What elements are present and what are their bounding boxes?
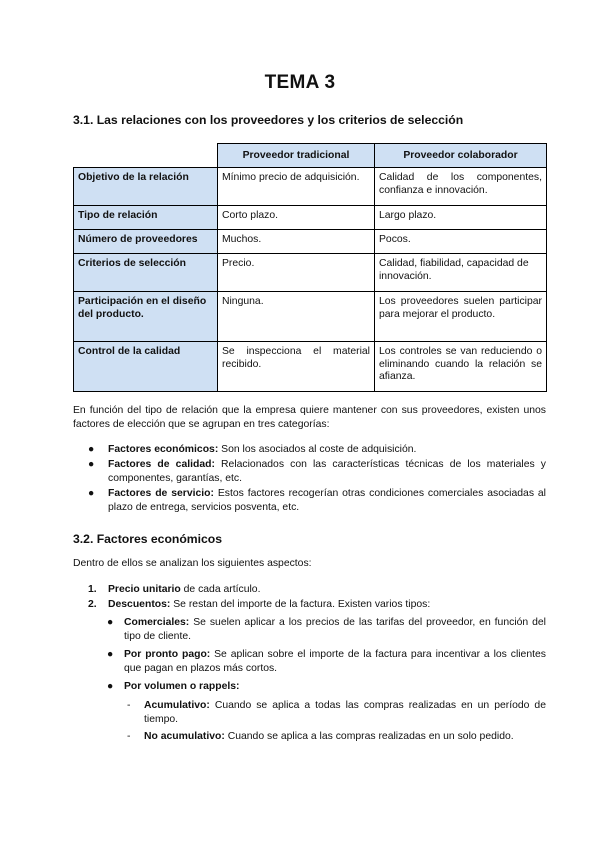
table-row xyxy=(74,254,547,292)
table-row xyxy=(74,230,547,254)
subitem-text: Se aplican sobre el importe de la factura para incentivar a los clientes que pagan en plazos más cortos. xyxy=(124,649,546,674)
item-text: de cada artículo. xyxy=(180,584,261,595)
table-row xyxy=(74,168,547,206)
cell-traditional: Precio. xyxy=(218,254,375,292)
cell-collaborator: Calidad de los componentes, confianza e innovación. xyxy=(375,168,547,206)
list-item xyxy=(88,487,546,515)
item-term: Precio unitario xyxy=(108,584,181,595)
subsubitem-text: Cuando se aplica a todas las compras realizadas en un período de tiempo. xyxy=(144,700,546,725)
factors-intro-paragraph: En función del tipo de relación que la empresa quiere mantener con sus proveedores, existen unos factores de elección que se agrupan en tres categorías: xyxy=(73,405,546,430)
table-header-traditional: Proveedor tradicional xyxy=(218,144,375,168)
bullet-text: Relacionados con las características técnicas de los materiales y componentes, garantías, etc. xyxy=(108,459,547,484)
row-label: Criterios de selección xyxy=(74,254,218,292)
bullet-icon: ● xyxy=(88,444,95,455)
bullet-icon: ● xyxy=(88,459,95,470)
item-number: 2. xyxy=(88,599,97,610)
cell-collaborator: Calidad, fiabilidad, capacidad de innovación. xyxy=(375,254,547,292)
cell-traditional: Ninguna. xyxy=(218,292,375,342)
table-header-row xyxy=(74,144,547,168)
row-label: Tipo de relación xyxy=(74,206,218,230)
bullet-icon: ● xyxy=(88,488,95,499)
cell-collaborator: Los controles se van reduciendo o eliminando cuando la relación se afianza. xyxy=(375,342,547,392)
subitem-term: Por pronto pago: xyxy=(124,649,211,660)
table-row xyxy=(74,342,547,392)
bullet-icon: ● xyxy=(107,649,114,660)
row-label: Objetivo de la relación xyxy=(74,168,218,206)
cell-collaborator: Los proveedores suelen participar para mejorar el producto. xyxy=(375,292,547,342)
bullet-text: Estos factores recogerían otras condiciones comerciales asociadas al plazo de entrega, servicios posventa, etc. xyxy=(108,488,546,513)
table-header-collaborator: Proveedor colaborador xyxy=(375,144,547,168)
subsubitem-term: Acumulativo: xyxy=(144,700,210,711)
list-item xyxy=(88,443,546,457)
item-text: Se restan del importe de la factura. Existen varios tipos: xyxy=(170,599,431,610)
table-corner-cell xyxy=(74,144,218,168)
item-number: 1. xyxy=(88,584,97,595)
bullet-text: Son los asociados al coste de adquisición. xyxy=(218,444,417,455)
bullet-term: Factores económicos: xyxy=(108,444,219,455)
bullet-icon: ● xyxy=(107,681,114,692)
dash-icon: - xyxy=(127,731,131,742)
section-heading-3-2: 3.2. Factores económicos xyxy=(73,532,223,546)
cell-collaborator: Pocos. xyxy=(375,230,547,254)
cell-traditional: Mínimo precio de adquisición. xyxy=(218,168,375,206)
subitem-term: Comerciales: xyxy=(124,617,190,628)
cell-traditional: Muchos. xyxy=(218,230,375,254)
row-label: Participación en el diseño del producto. xyxy=(74,292,218,342)
subsubitem-text: Cuando se aplica a las compras realizadas en un solo pedido. xyxy=(224,731,514,742)
dash-icon: - xyxy=(127,700,131,711)
cell-traditional: Se inspecciona el material recibido. xyxy=(218,342,375,392)
supplier-comparison-table xyxy=(73,143,547,392)
bullet-icon: ● xyxy=(107,617,114,628)
list-item xyxy=(88,458,546,486)
bullet-term: Factores de servicio: xyxy=(108,488,214,499)
aspects-intro-paragraph: Dentro de ellos se analizan los siguientes aspectos: xyxy=(73,558,312,569)
item-term: Descuentos: xyxy=(108,599,171,610)
bullet-term: Factores de calidad: xyxy=(108,459,215,470)
cell-traditional: Corto plazo. xyxy=(218,206,375,230)
subitem-term: Por volumen o rappels: xyxy=(124,681,240,692)
subsubitem-term: No acumulativo: xyxy=(144,731,225,742)
table-row xyxy=(74,206,547,230)
row-label: Control de la calidad xyxy=(74,342,218,392)
row-label: Número de proveedores xyxy=(74,230,218,254)
subitem-text: Se suelen aplicar a los precios de las tarifas del proveedor, en función del tipo de cliente. xyxy=(124,617,546,642)
cell-collaborator: Largo plazo. xyxy=(375,206,547,230)
section-heading-3-1: 3.1. Las relaciones con los proveedores y los criterios de selección xyxy=(73,113,464,127)
page-title: TEMA 3 xyxy=(264,72,336,93)
table-row xyxy=(74,292,547,342)
